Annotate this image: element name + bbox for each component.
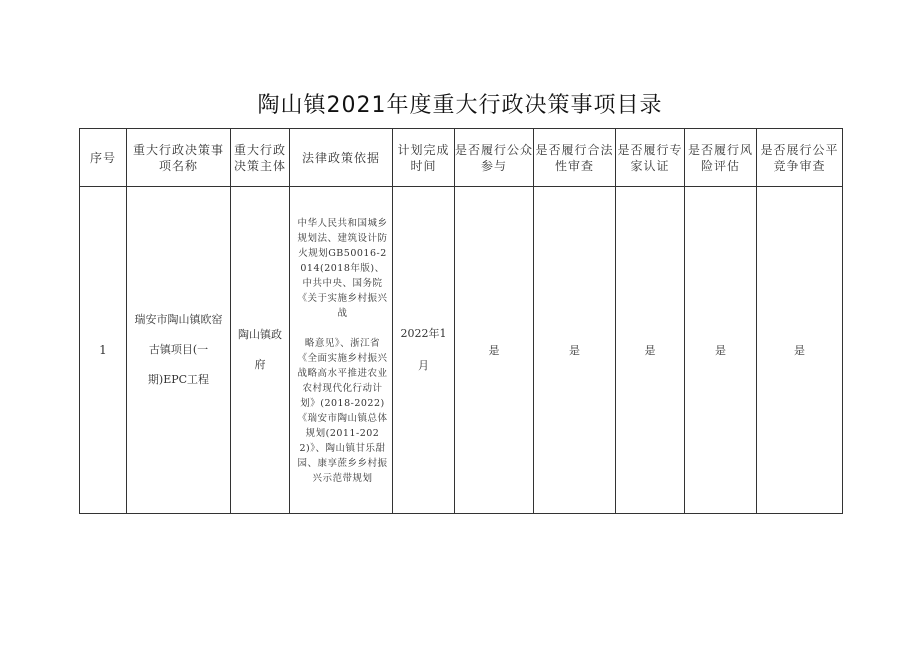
decision-name-value: 瑞安市陶山镇欧窑古镇项目(一期)EPC工程: [134, 313, 223, 386]
page-title: 陶山镇2021年度重大行政决策事项目录: [257, 93, 663, 118]
header-legal-basis: 法律政策依据: [290, 129, 393, 187]
decision-table: [79, 128, 843, 514]
header-planned-date: 计划完成时间: [393, 129, 455, 187]
legal-basis-value: 中华人民共和国城乡规划法、建筑设计防火规划GB50016-2014(2018年版)、中共中央、国务院《关于实施乡村振兴战 略意见》、浙江省《全面实施乡村振兴战略高水平推进农业农村现代化行动计划》(2018-2022)《瑞安市陶山镇总体规划(2011-2022)》、陶山镇甘乐甜园、康享蔗乡乡村振兴示范带规划: [297, 217, 388, 484]
cell-planned-date: [393, 187, 455, 514]
cell-fair-competition-review: [757, 187, 843, 514]
planned-date-value: 2022年1月: [400, 327, 447, 372]
header-legality-review: 是否履行合法性审查: [534, 129, 616, 187]
header-expert-certification: 是否履行专家认证: [616, 129, 685, 187]
header-decision-name: 重大行政决策事项名称: [127, 129, 231, 187]
seq-value: 1: [99, 343, 107, 357]
header-row: [80, 129, 843, 187]
decision-subject-value: 陶山镇政府: [238, 328, 282, 371]
risk-assessment-value: 是: [715, 344, 726, 357]
cell-expert-certification: [616, 187, 685, 514]
header-public-participation: 是否履行公众参与: [455, 129, 534, 187]
cell-seq: [80, 187, 127, 514]
header-seq: 序号: [80, 129, 127, 187]
expert-certification-value: 是: [644, 344, 656, 357]
legality-review-value: 是: [569, 344, 580, 357]
header-risk-assessment: 是否履行风险评估: [685, 129, 757, 187]
fair-competition-review-value: 是: [794, 344, 805, 357]
cell-decision-subject: [231, 187, 290, 514]
cell-risk-assessment: [685, 187, 757, 514]
public-participation-value: 是: [488, 344, 500, 357]
cell-public-participation: [455, 187, 534, 514]
cell-legality-review: [534, 187, 616, 514]
header-decision-subject: 重大行政决策主体: [231, 129, 290, 187]
cell-legal-basis: [290, 187, 393, 514]
table-row: [80, 187, 843, 514]
cell-decision-name: [127, 187, 231, 514]
header-fair-competition-review: 是否展行公平竞争审查: [757, 129, 843, 187]
